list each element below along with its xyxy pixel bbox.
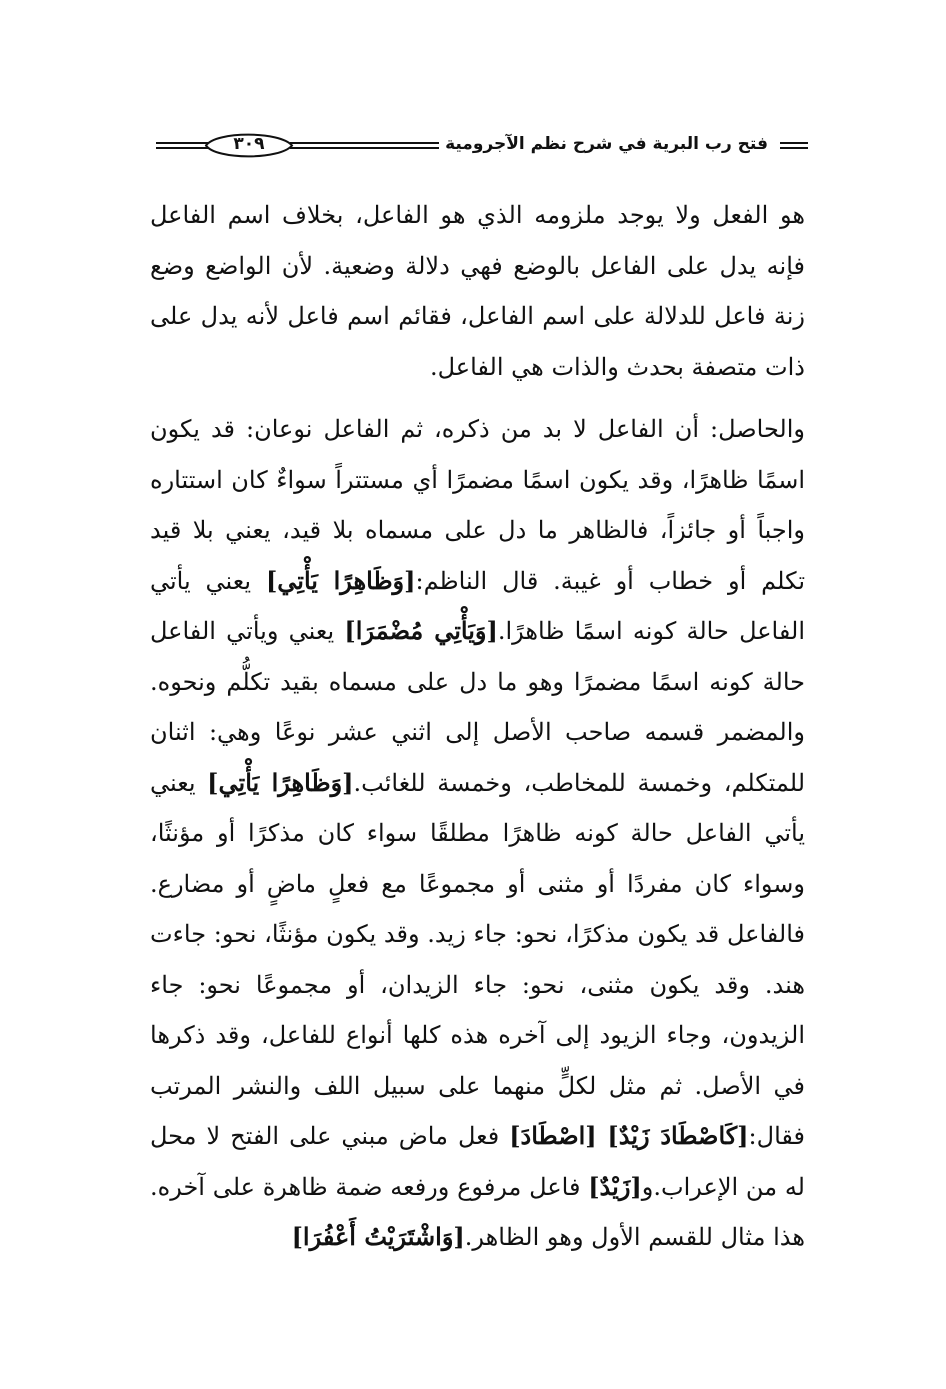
page-number: ٣٠٩ — [233, 134, 265, 154]
verse-quote-1: [وَظَاهِرًا يَأْتِي] — [265, 565, 416, 595]
verse-quote-3: [وَظَاهِرًا يَأْتِي] — [207, 767, 354, 797]
verse-quote-2: [وَيَأْتِي مُضْمَرَا] — [344, 616, 498, 645]
p2-text-d: يعني يأتي الفاعل حالة كونه ظاهرًا مطلقًا سواء كان مذكرًا أو مؤنثًا، وسواء كان مفردًا أو مثنى أو مجموعًا مع فعلٍ ماضٍ أو مضارع. فالفاعل قد يكون مذكرًا، نحو: جاء زيد. وقد يكون مؤنثًا، نحو: جاءت هند. وقد يكون مثنى، نحو: جاء الزيدان، أو مجموعًا نحو: جاء الزيدون، وجاء الزيود إلى آخره هذه كلها أنواع للفاعل، وقد ذكرها في الأصل. ثم مثل لكلٍّ منهما على سبيل اللف والنشر المرتب فقال: — [150, 768, 805, 1150]
p2-text-e: فعل ماض مبني على الفتح لا محل له من الإعراب.و — [150, 1122, 805, 1201]
verse-quote-5: [اصْطَادَ] — [509, 1121, 608, 1150]
book-title: فتح رب البرية في شرح نظم الآجرومية — [439, 132, 774, 156]
verse-quote-4: [كَاصْطَادَ زَيْدٌ] — [607, 1121, 749, 1150]
verse-quote-7: [وَاشْتَرَيْتُ أَعْفُرَا] — [291, 1222, 465, 1251]
p2-text-f: فاعل مرفوع ورفعه ضمة ظاهرة على آخره. هذا مثال للقسم الأول وهو الظاهر. — [150, 1172, 805, 1251]
body-text — [150, 190, 805, 1263]
paragraph-1: هو الفعل ولا يوجد ملزومه الذي هو الفاعل، بخلاف اسم الفاعل فإنه يدل على الفاعل بالوضع فهي دلالة وضعية. لأن الواضع وضع زنة فاعل للدلالة على اسم الفاعل، فقائم اسم فاعل لأنه يدل على ذات متصفة بحدث والذات هي الفاعل. — [150, 201, 805, 381]
p2-text-b: يعني يأتي الفاعل حالة كونه اسمًا ظاهرًا. — [150, 566, 805, 645]
p2-text-a: والحاصل: أن الفاعل لا بد من ذكره، ثم الفاعل نوعان: قد يكون اسمًا ظاهرًا، وقد يكون اسمًا مضمرًا أي مستتراً سواءٌ كان استتاره واجباً أو جائزاً، فالظاهر ما دل على مسماه بلا قيد، يعني بلا قيد تكلم أو خطاب أو غيبة. قال الناظم: — [150, 415, 806, 595]
p2-text-c: يعني ويأتي الفاعل حالة كونه اسمًا مضمرًا وهو ما دل على مسماه بقيد تكلُّم ونحوه. والمضمر قسمه صاحب الأصل إلى اثني عشر نوعًا وهي: اثنان للمتكلم، وخمسة للمخاطب، وخمسة للغائب. — [150, 617, 806, 797]
verse-quote-6: [زَيْدٌ] — [588, 1171, 642, 1201]
running-header — [150, 126, 810, 166]
paragraph-2 — [150, 404, 805, 1263]
